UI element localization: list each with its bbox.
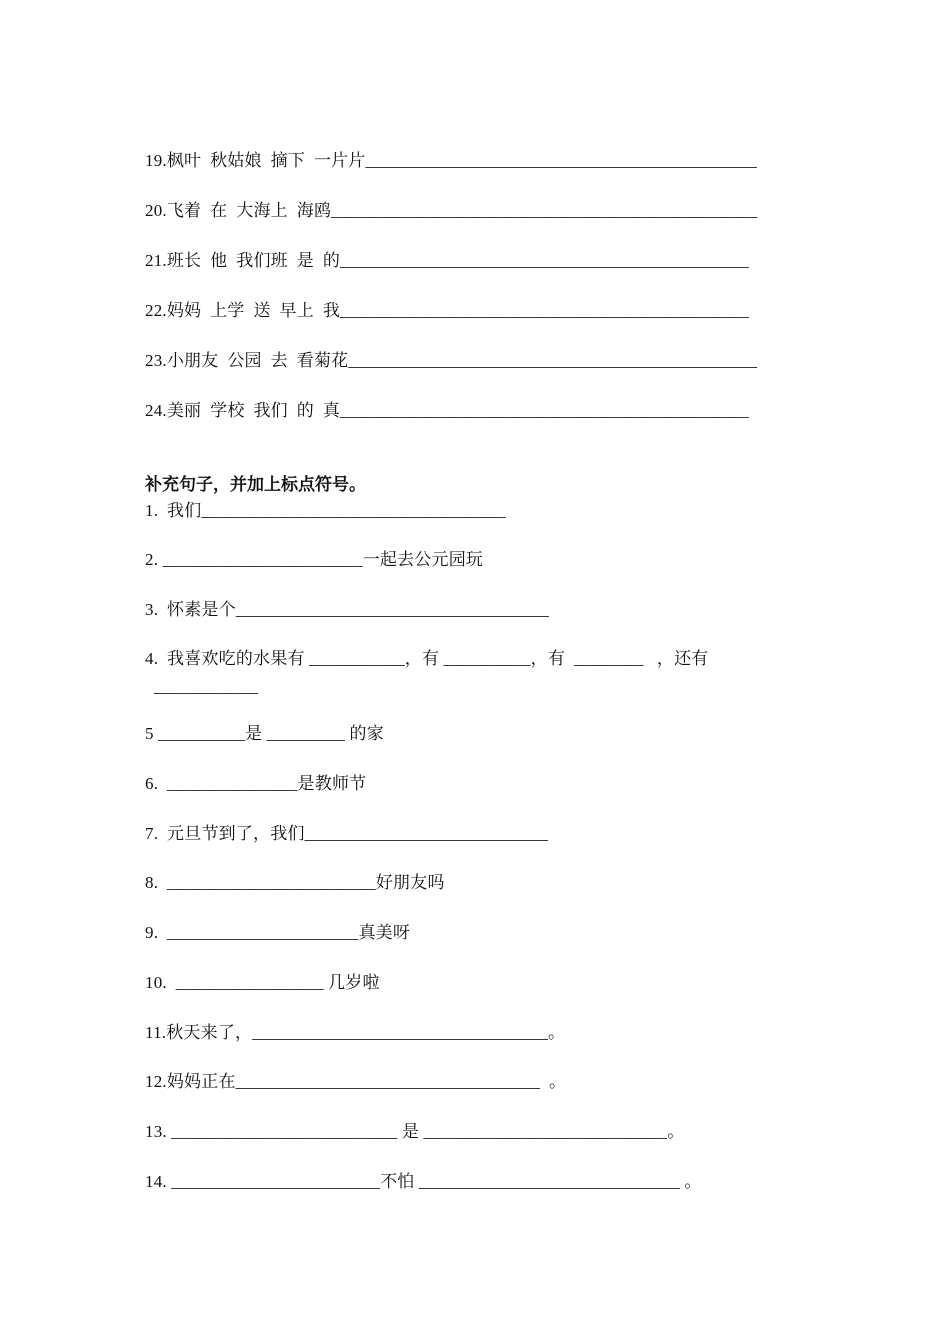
exercise-19: 19.枫叶 秋姑娘 摘下 一片片_____________________________________________ — [145, 151, 758, 170]
sentence-9: 9. ______________________真美呀 — [145, 923, 411, 942]
sentence-5: 5 __________是 _________ 的家 — [145, 724, 384, 743]
sentence-7: 7. 元旦节到了，我们____________________________ — [145, 824, 549, 843]
exercise-23: 23.小朋友 公园 去 看菊花_______________________________________________ — [145, 351, 758, 370]
sentence-14: 14. ________________________不怕 ______________________________ 。 — [145, 1172, 702, 1191]
exercise-20: 20.飞着 在 大海上 海鸥_________________________________________________ — [145, 201, 758, 220]
sentence-10: 10. _________________ 几岁啦 — [145, 973, 380, 992]
sentence-12: 12.妈妈正在___________________________________ 。 — [145, 1072, 567, 1091]
section-heading: 补充句子，并加上标点符号。 — [145, 475, 366, 495]
exercise-24: 24.美丽 学校 我们 的 真_______________________________________________ — [145, 401, 749, 420]
exercise-21: 21.班长 他 我们班 是 的_______________________________________________ — [145, 251, 749, 270]
sentence-4-continued: ____________ — [145, 677, 259, 696]
sentence-2: 2. _______________________一起去公元园玩 — [145, 550, 484, 569]
sentence-6: 6. _______________是教师节 — [145, 774, 367, 793]
sentence-13: 13. __________________________ 是 ____________________________。 — [145, 1122, 685, 1141]
exercise-22: 22.妈妈 上学 送 早上 我_______________________________________________ — [145, 301, 749, 320]
sentence-3: 3. 怀素是个____________________________________ — [145, 600, 550, 619]
sentence-11: 11.秋天来了，__________________________________。 — [145, 1023, 566, 1042]
sentence-8: 8. ________________________好朋友吗 — [145, 873, 445, 892]
sentence-4: 4. 我喜欢吃的水果有 ___________，有 __________，有 ________ ，还有 — [145, 649, 709, 668]
sentence-1: 1. 我们___________________________________ — [145, 501, 506, 520]
